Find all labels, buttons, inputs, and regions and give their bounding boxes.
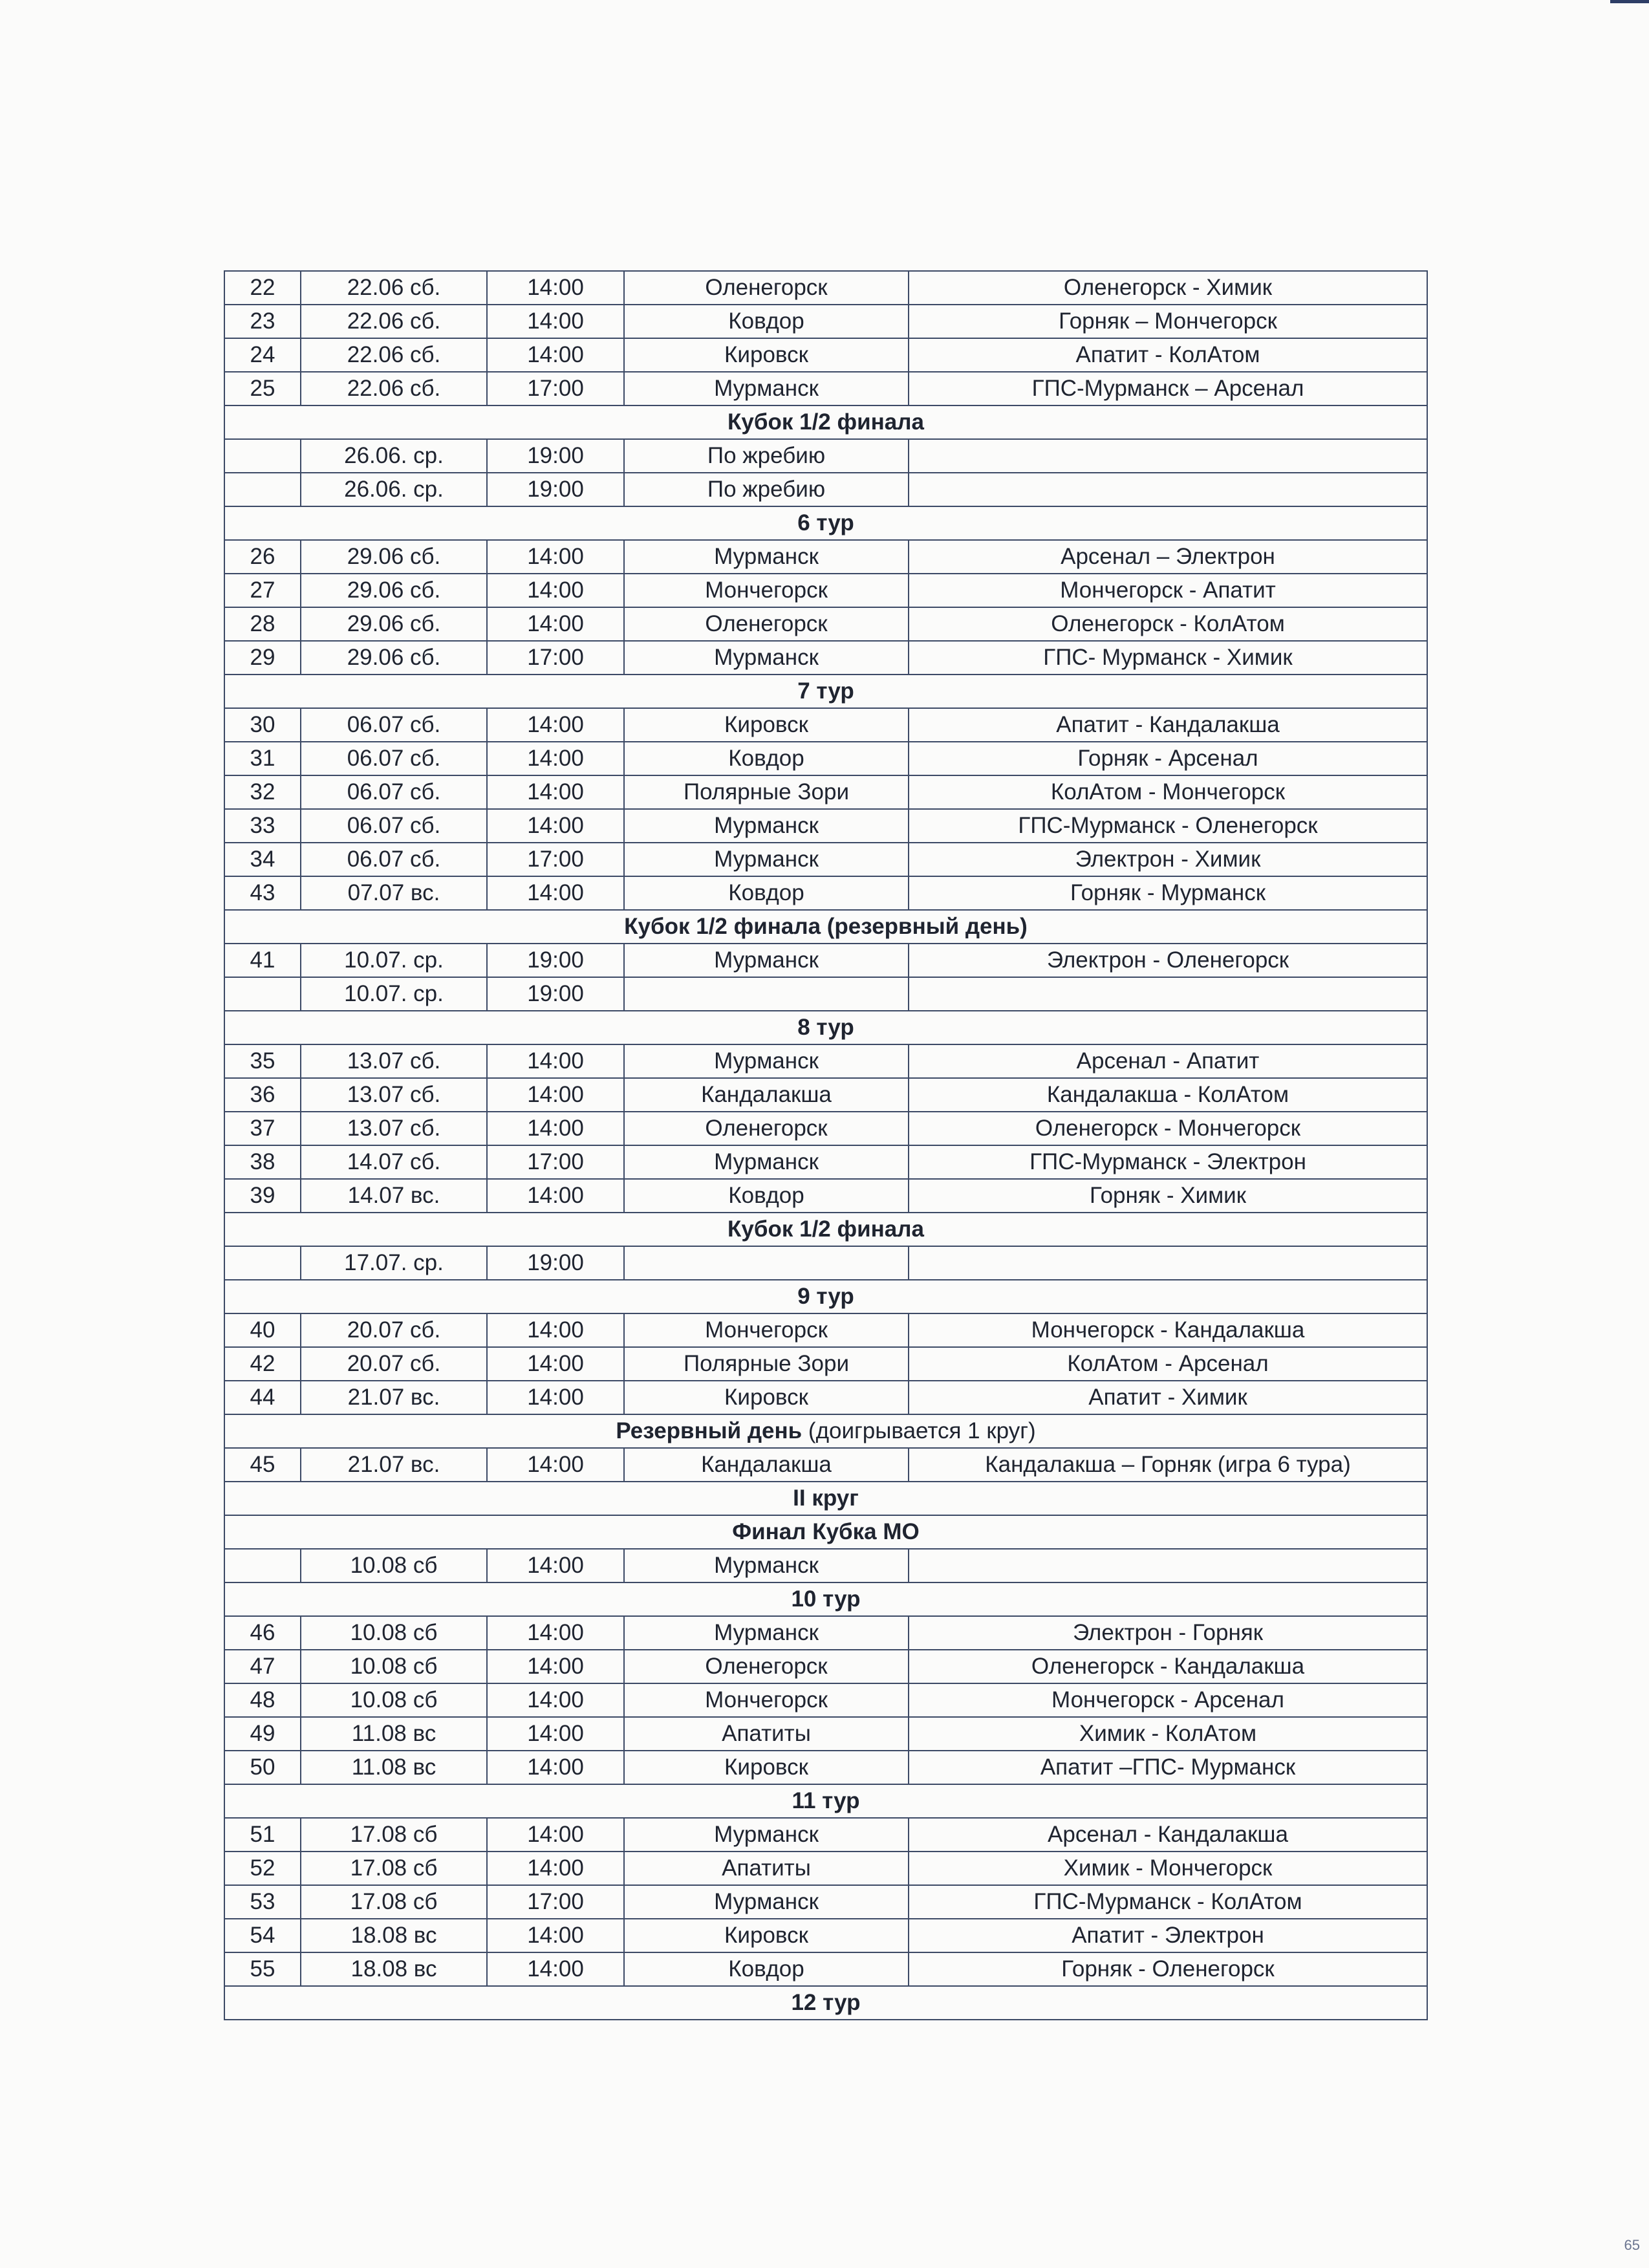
- match-venue-cell: Полярные Зори: [624, 775, 909, 809]
- round-title: [224, 1011, 1427, 1044]
- match-row: [224, 1112, 1427, 1145]
- match-number-cell: 28: [224, 607, 301, 641]
- round-title: [224, 506, 1427, 540]
- match-row: [224, 641, 1427, 675]
- round-title: [224, 1213, 1427, 1246]
- match-date-cell: 11.08 вс: [301, 1751, 487, 1784]
- round-title: [224, 1515, 1427, 1549]
- match-teams-cell: Оленегорск - Мончегорск: [909, 1112, 1427, 1145]
- match-time-cell: 17:00: [487, 1145, 624, 1179]
- match-time-cell: 14:00: [487, 305, 624, 338]
- match-venue-cell: Мурманск: [624, 809, 909, 843]
- match-date-cell: 06.07 сб.: [301, 809, 487, 843]
- round-title: [224, 1414, 1427, 1448]
- match-time-cell: 17:00: [487, 641, 624, 675]
- match-venue-cell: Мурманск: [624, 1549, 909, 1582]
- match-venue-cell: [624, 977, 909, 1011]
- match-time-cell: 14:00: [487, 1381, 624, 1414]
- match-date-cell: 22.06 сб.: [301, 372, 487, 405]
- match-time-cell: 14:00: [487, 271, 624, 305]
- round-title-text: 9 тур: [797, 1284, 854, 1309]
- match-teams-cell: КолАтом - Арсенал: [909, 1347, 1427, 1381]
- match-date-cell: 06.07 сб.: [301, 708, 487, 742]
- match-teams-cell: Кандалакша - КолАтом: [909, 1078, 1427, 1112]
- match-number-cell: 41: [224, 944, 301, 977]
- match-teams-cell: КолАтом - Мончегорск: [909, 775, 1427, 809]
- match-time-cell: 14:00: [487, 876, 624, 910]
- match-row: [224, 1650, 1427, 1683]
- round-title-text: 7 тур: [797, 678, 854, 704]
- match-number-cell: 45: [224, 1448, 301, 1482]
- match-date-cell: 17.08 сб: [301, 1818, 487, 1852]
- match-time-cell: 14:00: [487, 1650, 624, 1683]
- match-venue-cell: Ковдор: [624, 305, 909, 338]
- round-title: [224, 1482, 1427, 1515]
- match-number-cell: [224, 1549, 301, 1582]
- match-venue-cell: Кандалакша: [624, 1448, 909, 1482]
- match-teams-cell: Арсенал - Кандалакша: [909, 1818, 1427, 1852]
- match-venue-cell: Оленегорск: [624, 271, 909, 305]
- match-time-cell: 19:00: [487, 439, 624, 473]
- match-teams-cell: Химик - КолАтом: [909, 1717, 1427, 1751]
- match-venue-cell: Оленегорск: [624, 607, 909, 641]
- match-teams-cell: Химик - Мончегорск: [909, 1852, 1427, 1885]
- match-teams-cell: ГПС- Мурманск - Химик: [909, 641, 1427, 675]
- match-row: [224, 742, 1427, 775]
- match-date-cell: 17.08 сб: [301, 1852, 487, 1885]
- match-date-cell: 06.07 сб.: [301, 843, 487, 876]
- match-date-cell: 21.07 вс.: [301, 1448, 487, 1482]
- match-teams-cell: Электрон - Оленегорск: [909, 944, 1427, 977]
- match-venue-cell: Кировск: [624, 1381, 909, 1414]
- match-venue-cell: Ковдор: [624, 742, 909, 775]
- match-number-cell: 27: [224, 574, 301, 607]
- match-date-cell: 06.07 сб.: [301, 742, 487, 775]
- match-number-cell: 42: [224, 1347, 301, 1381]
- match-row: [224, 1683, 1427, 1717]
- match-time-cell: 14:00: [487, 1078, 624, 1112]
- match-time-cell: 14:00: [487, 1347, 624, 1381]
- schedule-body: [224, 271, 1427, 2020]
- match-number-cell: 43: [224, 876, 301, 910]
- match-number-cell: 31: [224, 742, 301, 775]
- round-title-text: 10 тур: [791, 1586, 861, 1612]
- round-header-row: [224, 1213, 1427, 1246]
- match-time-cell: 14:00: [487, 607, 624, 641]
- round-title: [224, 1986, 1427, 2020]
- match-date-cell: 07.07 вс.: [301, 876, 487, 910]
- match-number-cell: 23: [224, 305, 301, 338]
- match-time-cell: 14:00: [487, 540, 624, 574]
- match-row: [224, 1616, 1427, 1650]
- match-teams-cell: Апатит - Химик: [909, 1381, 1427, 1414]
- match-date-cell: 22.06 сб.: [301, 271, 487, 305]
- match-venue-cell: Мурманск: [624, 540, 909, 574]
- match-time-cell: 14:00: [487, 1616, 624, 1650]
- match-number-cell: 37: [224, 1112, 301, 1145]
- match-teams-cell: Оленегорск - Кандалакша: [909, 1650, 1427, 1683]
- match-time-cell: 14:00: [487, 1313, 624, 1347]
- match-teams-cell: Горняк - Арсенал: [909, 742, 1427, 775]
- match-venue-cell: Оленегорск: [624, 1112, 909, 1145]
- match-date-cell: 22.06 сб.: [301, 338, 487, 372]
- match-venue-cell: Мончегорск: [624, 1313, 909, 1347]
- match-time-cell: 14:00: [487, 809, 624, 843]
- match-teams-cell: [909, 977, 1427, 1011]
- round-title-text: 8 тур: [797, 1015, 854, 1040]
- round-header-row: [224, 506, 1427, 540]
- round-title-text: 6 тур: [797, 510, 854, 535]
- match-teams-cell: Горняк - Оленегорск: [909, 1952, 1427, 1986]
- match-schedule-table: [224, 270, 1428, 2020]
- match-date-cell: 17.08 сб: [301, 1885, 487, 1919]
- match-number-cell: 38: [224, 1145, 301, 1179]
- match-number-cell: [224, 439, 301, 473]
- match-number-cell: 36: [224, 1078, 301, 1112]
- match-teams-cell: Горняк – Мончегорск: [909, 305, 1427, 338]
- match-date-cell: 10.07. ср.: [301, 944, 487, 977]
- match-date-cell: 17.07. ср.: [301, 1246, 487, 1280]
- match-row: [224, 1044, 1427, 1078]
- match-venue-cell: Ковдор: [624, 876, 909, 910]
- match-row: [224, 1313, 1427, 1347]
- match-time-cell: 19:00: [487, 1246, 624, 1280]
- round-title-text: Резервный день: [616, 1418, 803, 1443]
- match-teams-cell: [909, 1246, 1427, 1280]
- round-title-text: Кубок 1/2 финала: [727, 409, 924, 435]
- match-number-cell: 34: [224, 843, 301, 876]
- match-row: [224, 1448, 1427, 1482]
- match-row: [224, 1919, 1427, 1952]
- match-teams-cell: Апатит –ГПС- Мурманск: [909, 1751, 1427, 1784]
- match-venue-cell: Кировск: [624, 1751, 909, 1784]
- match-date-cell: 20.07 сб.: [301, 1347, 487, 1381]
- match-row: [224, 1549, 1427, 1582]
- match-venue-cell: Мурманск: [624, 372, 909, 405]
- round-header-row: [224, 405, 1427, 439]
- match-teams-cell: ГПС-Мурманск – Арсенал: [909, 372, 1427, 405]
- match-number-cell: 49: [224, 1717, 301, 1751]
- scan-corner-mark: [1610, 0, 1649, 3]
- match-venue-cell: Мурманск: [624, 1145, 909, 1179]
- match-venue-cell: Апатиты: [624, 1852, 909, 1885]
- match-date-cell: 20.07 сб.: [301, 1313, 487, 1347]
- match-row: [224, 944, 1427, 977]
- match-venue-cell: Кандалакша: [624, 1078, 909, 1112]
- match-number-cell: 54: [224, 1919, 301, 1952]
- match-date-cell: 14.07 вс.: [301, 1179, 487, 1213]
- match-venue-cell: Мурманск: [624, 641, 909, 675]
- match-venue-cell: По жребию: [624, 473, 909, 506]
- match-number-cell: 29: [224, 641, 301, 675]
- round-header-row: [224, 1011, 1427, 1044]
- round-title-text: 11 тур: [792, 1788, 860, 1813]
- match-teams-cell: Арсенал - Апатит: [909, 1044, 1427, 1078]
- match-row: [224, 1818, 1427, 1852]
- round-title: [224, 1582, 1427, 1616]
- match-number-cell: 26: [224, 540, 301, 574]
- round-title: [224, 675, 1427, 708]
- match-number-cell: 25: [224, 372, 301, 405]
- match-venue-cell: Мурманск: [624, 1616, 909, 1650]
- match-date-cell: 29.06 сб.: [301, 574, 487, 607]
- match-teams-cell: Мончегорск - Арсенал: [909, 1683, 1427, 1717]
- match-time-cell: 19:00: [487, 944, 624, 977]
- match-row: [224, 1381, 1427, 1414]
- match-teams-cell: Апатит - Электрон: [909, 1919, 1427, 1952]
- match-venue-cell: Мурманск: [624, 1818, 909, 1852]
- match-teams-cell: Горняк - Мурманск: [909, 876, 1427, 910]
- round-title: [224, 405, 1427, 439]
- match-row: [224, 1852, 1427, 1885]
- match-number-cell: 40: [224, 1313, 301, 1347]
- match-date-cell: 26.06. ср.: [301, 439, 487, 473]
- match-row: [224, 271, 1427, 305]
- match-row: [224, 540, 1427, 574]
- match-date-cell: 10.08 сб: [301, 1549, 487, 1582]
- match-date-cell: 18.08 вс: [301, 1919, 487, 1952]
- match-row: [224, 1179, 1427, 1213]
- match-number-cell: 44: [224, 1381, 301, 1414]
- match-time-cell: 17:00: [487, 1885, 624, 1919]
- round-header-row: [224, 1414, 1427, 1448]
- match-row: [224, 775, 1427, 809]
- match-row: [224, 574, 1427, 607]
- round-header-row: [224, 1582, 1427, 1616]
- match-date-cell: 10.08 сб: [301, 1616, 487, 1650]
- round-header-row: [224, 1515, 1427, 1549]
- match-time-cell: 14:00: [487, 1818, 624, 1852]
- match-row: [224, 473, 1427, 506]
- match-teams-cell: [909, 1549, 1427, 1582]
- match-row: [224, 1751, 1427, 1784]
- match-date-cell: 21.07 вс.: [301, 1381, 487, 1414]
- match-date-cell: 29.06 сб.: [301, 540, 487, 574]
- match-venue-cell: Оленегорск: [624, 1650, 909, 1683]
- match-time-cell: 14:00: [487, 1852, 624, 1885]
- match-venue-cell: Кировск: [624, 338, 909, 372]
- match-teams-cell: Апатит - Кандалакша: [909, 708, 1427, 742]
- round-title-text: II круг: [793, 1485, 859, 1511]
- match-row: [224, 1885, 1427, 1919]
- match-time-cell: 14:00: [487, 775, 624, 809]
- match-teams-cell: Мончегорск - Апатит: [909, 574, 1427, 607]
- match-venue-cell: Мурманск: [624, 1044, 909, 1078]
- match-time-cell: 14:00: [487, 1717, 624, 1751]
- match-date-cell: 22.06 сб.: [301, 305, 487, 338]
- match-time-cell: 14:00: [487, 742, 624, 775]
- round-header-row: [224, 1482, 1427, 1515]
- match-time-cell: 14:00: [487, 1919, 624, 1952]
- round-title: [224, 1280, 1427, 1313]
- match-number-cell: 52: [224, 1852, 301, 1885]
- match-number-cell: 47: [224, 1650, 301, 1683]
- match-date-cell: 13.07 сб.: [301, 1044, 487, 1078]
- match-row: [224, 1145, 1427, 1179]
- round-title-text: Финал Кубка МО: [732, 1519, 920, 1544]
- match-date-cell: 13.07 сб.: [301, 1112, 487, 1145]
- match-number-cell: 46: [224, 1616, 301, 1650]
- match-teams-cell: ГПС-Мурманск - КолАтом: [909, 1885, 1427, 1919]
- round-header-row: [224, 1280, 1427, 1313]
- match-row: [224, 1078, 1427, 1112]
- match-teams-cell: ГПС-Мурманск - Электрон: [909, 1145, 1427, 1179]
- match-number-cell: [224, 977, 301, 1011]
- match-venue-cell: По жребию: [624, 439, 909, 473]
- match-venue-cell: Мурманск: [624, 1885, 909, 1919]
- match-time-cell: 14:00: [487, 574, 624, 607]
- match-number-cell: 48: [224, 1683, 301, 1717]
- match-date-cell: 29.06 сб.: [301, 641, 487, 675]
- match-date-cell: 10.08 сб: [301, 1683, 487, 1717]
- match-row: [224, 1717, 1427, 1751]
- match-teams-cell: ГПС-Мурманск - Оленегорск: [909, 809, 1427, 843]
- round-title: [224, 1784, 1427, 1818]
- match-time-cell: 17:00: [487, 843, 624, 876]
- match-venue-cell: Мурманск: [624, 843, 909, 876]
- match-number-cell: 39: [224, 1179, 301, 1213]
- match-number-cell: 30: [224, 708, 301, 742]
- match-row: [224, 809, 1427, 843]
- match-teams-cell: Электрон - Химик: [909, 843, 1427, 876]
- match-time-cell: 14:00: [487, 1179, 624, 1213]
- match-time-cell: 14:00: [487, 1952, 624, 1986]
- match-date-cell: 10.07. ср.: [301, 977, 487, 1011]
- match-number-cell: [224, 1246, 301, 1280]
- match-row: [224, 1246, 1427, 1280]
- match-teams-cell: Оленегорск - КолАтом: [909, 607, 1427, 641]
- match-time-cell: 17:00: [487, 372, 624, 405]
- match-row: [224, 372, 1427, 405]
- match-date-cell: 18.08 вс: [301, 1952, 487, 1986]
- match-date-cell: 29.06 сб.: [301, 607, 487, 641]
- match-date-cell: 14.07 сб.: [301, 1145, 487, 1179]
- match-row: [224, 1952, 1427, 1986]
- match-teams-cell: Арсенал – Электрон: [909, 540, 1427, 574]
- match-teams-cell: [909, 473, 1427, 506]
- match-row: [224, 439, 1427, 473]
- round-title-note: (доигрывается 1 круг): [802, 1418, 1036, 1443]
- match-row: [224, 305, 1427, 338]
- match-teams-cell: Электрон - Горняк: [909, 1616, 1427, 1650]
- match-time-cell: 14:00: [487, 1448, 624, 1482]
- round-header-row: [224, 1784, 1427, 1818]
- page-number: 65: [1624, 2237, 1640, 2253]
- match-number-cell: 35: [224, 1044, 301, 1078]
- match-venue-cell: Кировск: [624, 1919, 909, 1952]
- match-teams-cell: Оленегорск - Химик: [909, 271, 1427, 305]
- match-row: [224, 338, 1427, 372]
- match-number-cell: 32: [224, 775, 301, 809]
- match-number-cell: 53: [224, 1885, 301, 1919]
- match-time-cell: 14:00: [487, 708, 624, 742]
- match-time-cell: 14:00: [487, 338, 624, 372]
- round-title: [224, 910, 1427, 944]
- match-time-cell: 14:00: [487, 1549, 624, 1582]
- match-date-cell: 06.07 сб.: [301, 775, 487, 809]
- match-row: [224, 876, 1427, 910]
- round-title-text: Кубок 1/2 финала (резервный день): [624, 914, 1028, 939]
- match-row: [224, 708, 1427, 742]
- match-number-cell: 24: [224, 338, 301, 372]
- match-venue-cell: Мончегорск: [624, 1683, 909, 1717]
- match-venue-cell: Мурманск: [624, 944, 909, 977]
- match-date-cell: 26.06. ср.: [301, 473, 487, 506]
- round-title-text: Кубок 1/2 финала: [727, 1216, 924, 1242]
- match-date-cell: 13.07 сб.: [301, 1078, 487, 1112]
- match-venue-cell: Ковдор: [624, 1179, 909, 1213]
- match-number-cell: 50: [224, 1751, 301, 1784]
- match-number-cell: 55: [224, 1952, 301, 1986]
- round-title-text: 12 тур: [791, 1990, 861, 2015]
- match-number-cell: 22: [224, 271, 301, 305]
- match-time-cell: 14:00: [487, 1044, 624, 1078]
- match-venue-cell: Апатиты: [624, 1717, 909, 1751]
- match-date-cell: 11.08 вс: [301, 1717, 487, 1751]
- match-teams-cell: Мончегорск - Кандалакша: [909, 1313, 1427, 1347]
- match-venue-cell: Ковдор: [624, 1952, 909, 1986]
- match-number-cell: 33: [224, 809, 301, 843]
- match-time-cell: 19:00: [487, 473, 624, 506]
- match-time-cell: 19:00: [487, 977, 624, 1011]
- match-teams-cell: Апатит - КолАтом: [909, 338, 1427, 372]
- match-time-cell: 14:00: [487, 1112, 624, 1145]
- match-teams-cell: Кандалакша – Горняк (игра 6 тура): [909, 1448, 1427, 1482]
- match-row: [224, 1347, 1427, 1381]
- match-row: [224, 977, 1427, 1011]
- match-date-cell: 10.08 сб: [301, 1650, 487, 1683]
- match-time-cell: 14:00: [487, 1751, 624, 1784]
- match-number-cell: [224, 473, 301, 506]
- round-header-row: [224, 910, 1427, 944]
- match-venue-cell: Полярные Зори: [624, 1347, 909, 1381]
- match-venue-cell: [624, 1246, 909, 1280]
- match-teams-cell: [909, 439, 1427, 473]
- round-header-row: [224, 1986, 1427, 2020]
- match-row: [224, 607, 1427, 641]
- match-number-cell: 51: [224, 1818, 301, 1852]
- match-teams-cell: Горняк - Химик: [909, 1179, 1427, 1213]
- match-time-cell: 14:00: [487, 1683, 624, 1717]
- match-venue-cell: Кировск: [624, 708, 909, 742]
- match-row: [224, 843, 1427, 876]
- round-header-row: [224, 675, 1427, 708]
- match-venue-cell: Мончегорск: [624, 574, 909, 607]
